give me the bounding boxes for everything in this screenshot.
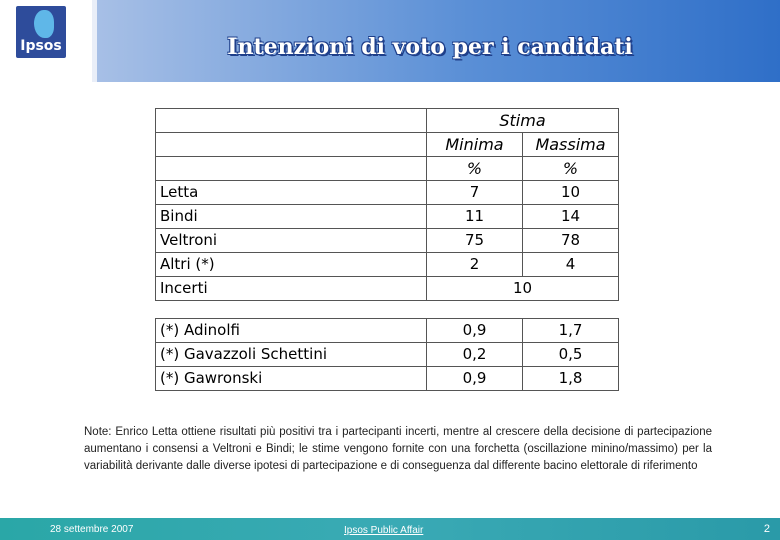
ipsos-logo <box>16 6 66 58</box>
table-subheader-row <box>156 133 619 157</box>
max-unit: % <box>523 157 619 181</box>
max-value: 10 <box>523 181 619 205</box>
logo-text: Ipsos <box>20 38 62 54</box>
min-value: 0,9 <box>427 367 523 391</box>
min-value: 75 <box>427 229 523 253</box>
undecided-value: 10 <box>427 277 619 301</box>
note-paragraph: Note: Enrico Letta ottiene risultati più positivi tra i partecipanti incerti, mentre al crescere della decisione di partecipazione aumentano i consensi a Veltroni e Bindi; le stime vengono fornite con una forchetta (oscillazione minino/massimo) per la variabilità derivante dalle diverse ipotesi di partecipazione e di conseguenza dal differente bacino elettorale di riferimento <box>84 426 712 472</box>
empty-header-cell <box>156 157 427 181</box>
page-number: 2 <box>763 523 770 535</box>
table-row <box>156 205 619 229</box>
table-row <box>156 229 619 253</box>
candidate-name: (*) Gawronski <box>156 367 427 391</box>
page-title: Intenzioni di voto per i candidati <box>227 34 633 60</box>
max-value: 0,5 <box>523 343 619 367</box>
table-row <box>156 367 619 391</box>
footer-bar <box>0 518 780 540</box>
table-row-undecided <box>156 277 619 301</box>
vote-intention-table <box>155 108 619 301</box>
candidate-name: Incerti <box>156 277 427 301</box>
header-separator <box>92 0 97 82</box>
table-unit-row <box>156 157 619 181</box>
candidate-name: Letta <box>156 181 427 205</box>
candidate-name: Bindi <box>156 205 427 229</box>
header-banner <box>0 0 780 82</box>
table-row <box>156 181 619 205</box>
table-header-row <box>156 109 619 133</box>
max-value: 14 <box>523 205 619 229</box>
footer-date: 28 settembre 2007 <box>50 524 134 535</box>
table-row <box>156 253 619 277</box>
min-value: 2 <box>427 253 523 277</box>
estimate-header: Stima <box>427 109 619 133</box>
other-candidates-table <box>155 318 619 391</box>
candidate-name: Altri (*) <box>156 253 427 277</box>
candidate-name: (*) Adinolfi <box>156 319 427 343</box>
table-row <box>156 319 619 343</box>
max-value: 1,7 <box>523 319 619 343</box>
min-value: 0,2 <box>427 343 523 367</box>
candidate-name: Veltroni <box>156 229 427 253</box>
min-value: 0,9 <box>427 319 523 343</box>
logo-head-icon <box>34 10 54 38</box>
max-value: 4 <box>523 253 619 277</box>
footer-link[interactable]: Ipsos Public Affair <box>344 525 424 536</box>
empty-header-cell <box>156 109 427 133</box>
empty-header-cell <box>156 133 427 157</box>
min-unit: % <box>427 157 523 181</box>
min-value: 11 <box>427 205 523 229</box>
table-row <box>156 343 619 367</box>
min-value: 7 <box>427 181 523 205</box>
max-header: Massima <box>523 133 619 157</box>
min-header: Minima <box>427 133 523 157</box>
candidate-name: (*) Gavazzoli Schettini <box>156 343 427 367</box>
max-value: 1,8 <box>523 367 619 391</box>
max-value: 78 <box>523 229 619 253</box>
